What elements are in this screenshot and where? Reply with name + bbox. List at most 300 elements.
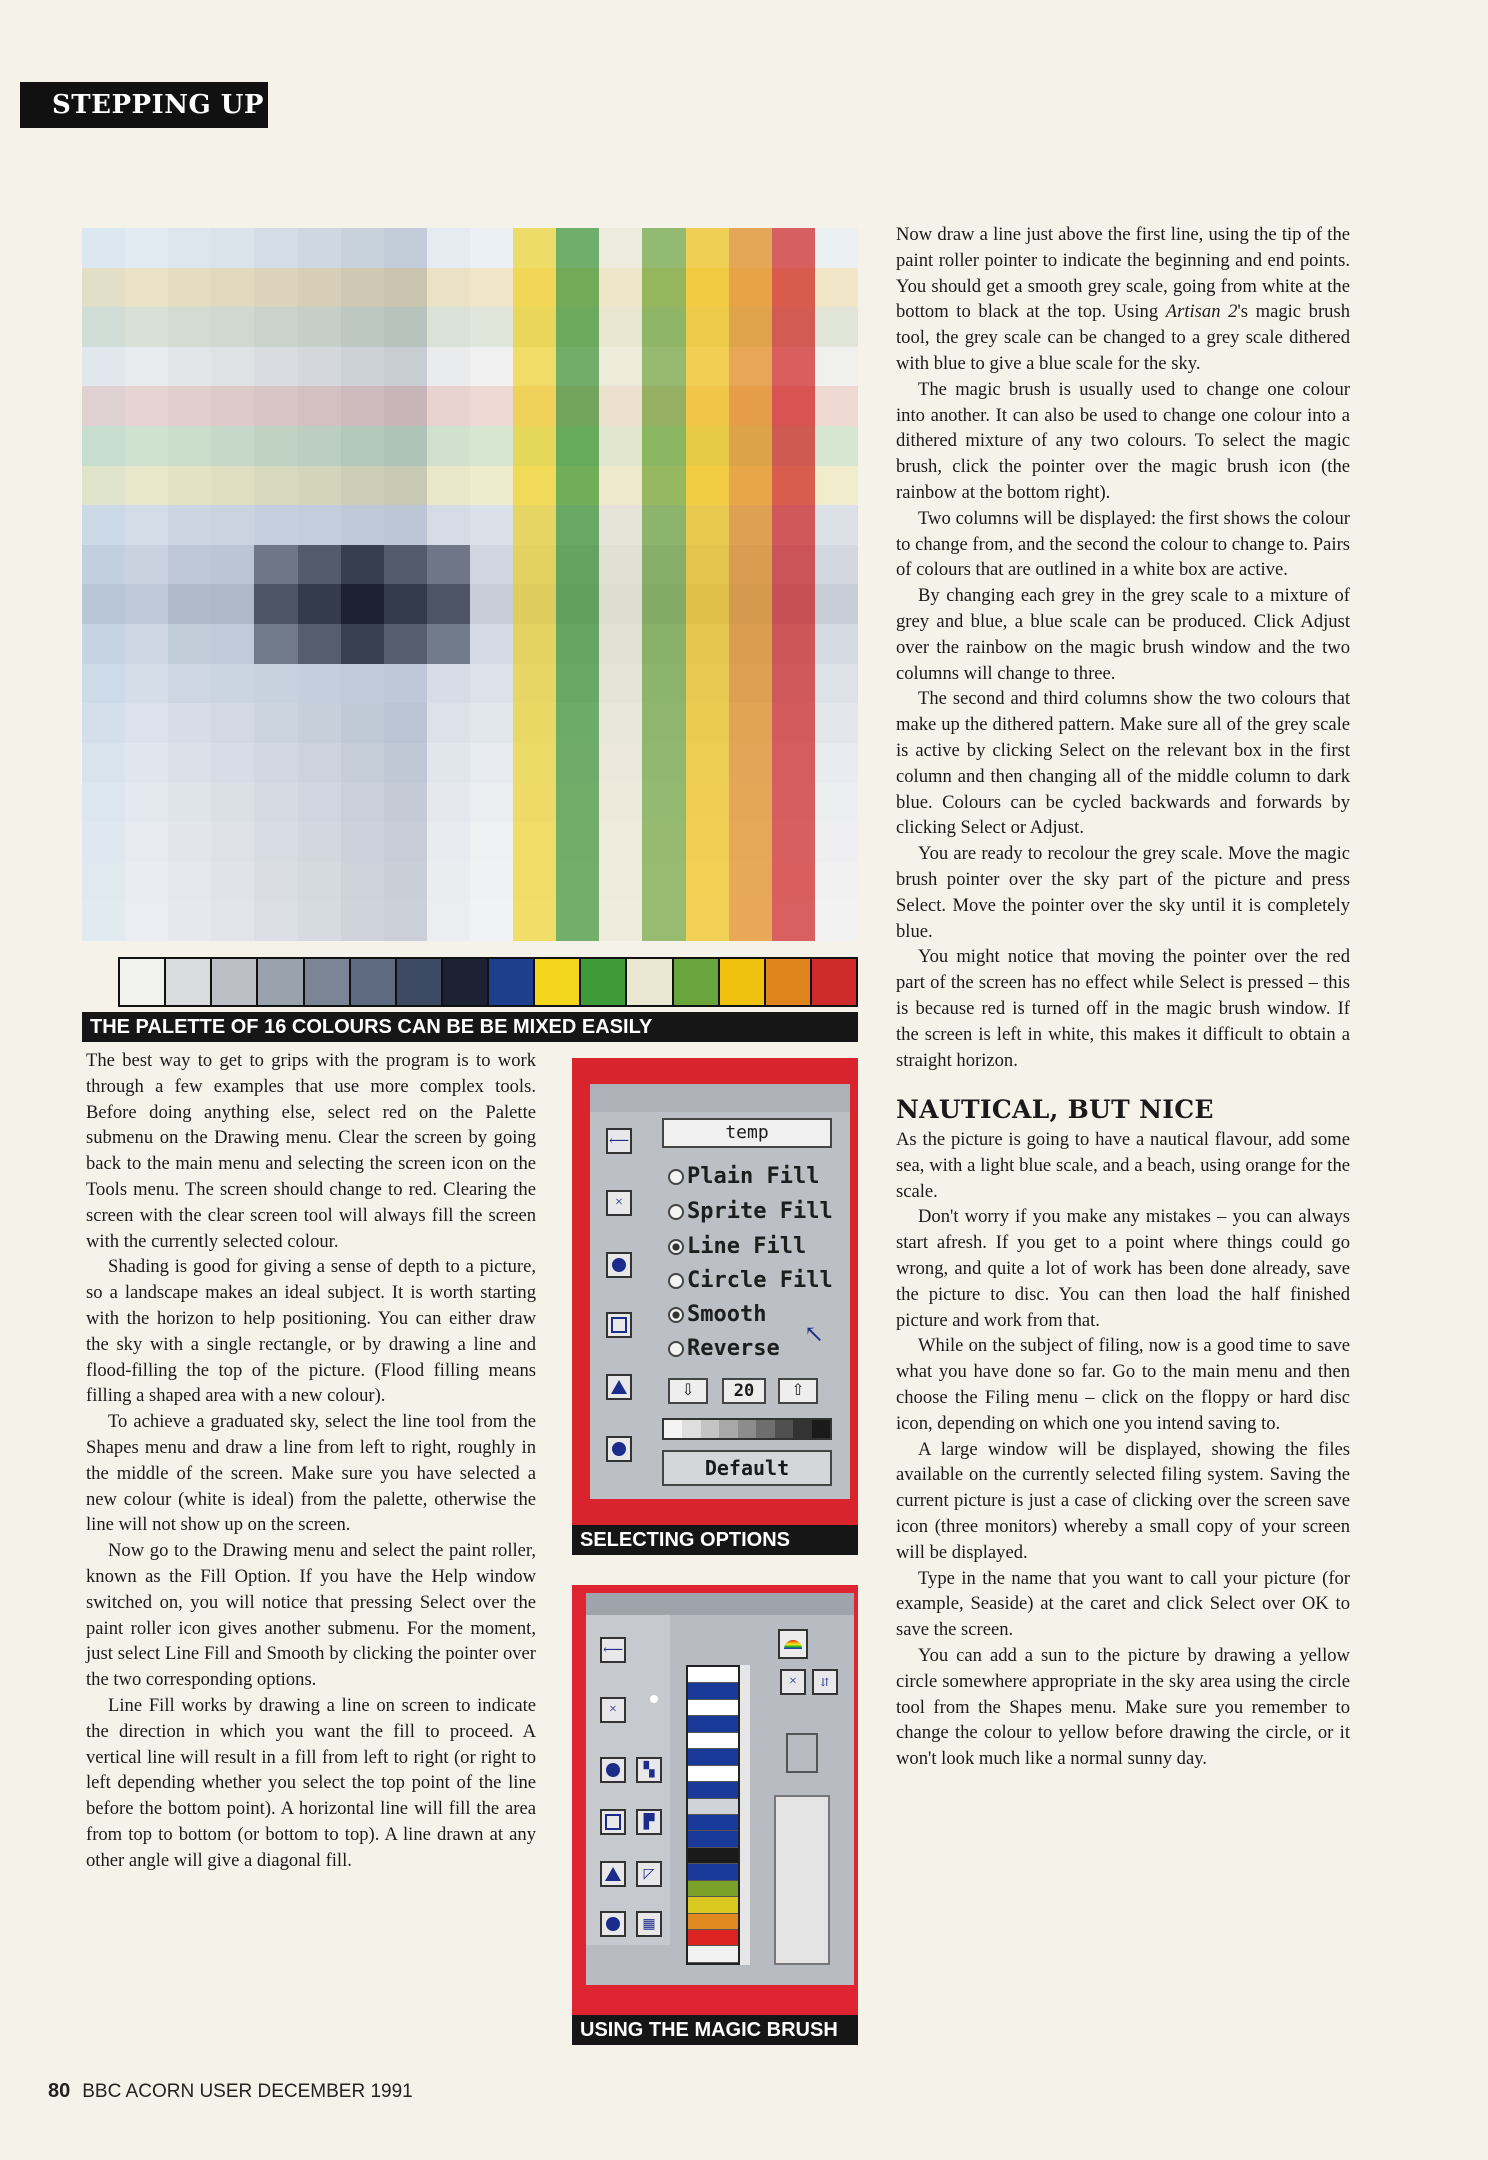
palette-mix-cell xyxy=(82,545,125,585)
brush-colour-swatch[interactable] xyxy=(688,1815,738,1831)
palette-mix-cell xyxy=(341,743,384,783)
palette-mix-cell xyxy=(211,624,254,664)
palette-mix-cell xyxy=(815,901,858,941)
palette-mix-grid xyxy=(82,228,858,941)
selecting-options-caption: SELECTING OPTIONS xyxy=(572,1525,858,1555)
palette-mix-cell xyxy=(341,466,384,506)
palette-mix-cell xyxy=(254,743,297,783)
palette-mix-cell xyxy=(125,426,168,466)
palette-mix-cell xyxy=(599,584,642,624)
palette-mix-cell xyxy=(642,545,685,585)
palette-mix-cell xyxy=(772,545,815,585)
palette-mix-cell xyxy=(599,783,642,823)
selecting-options-screenshot xyxy=(572,1058,858,1525)
magic-brush-screenshot xyxy=(572,1585,858,2015)
palette-mix-cell xyxy=(384,743,427,783)
palette-mix-cell xyxy=(772,228,815,268)
scale-step xyxy=(793,1420,811,1438)
palette-mix-cell xyxy=(686,862,729,902)
palette-mix-cell xyxy=(686,901,729,941)
palette-mix-cell xyxy=(82,703,125,743)
palette-mix-cell xyxy=(729,743,772,783)
palette-mix-cell xyxy=(815,347,858,387)
palette-mix-cell xyxy=(341,347,384,387)
palette-mix-cell xyxy=(729,268,772,308)
palette-mix-cell xyxy=(427,228,470,268)
palette-mix-cell xyxy=(211,505,254,545)
palette-mix-cell xyxy=(815,703,858,743)
palette-mix-cell xyxy=(82,426,125,466)
palette-mix-cell xyxy=(427,901,470,941)
palette-mix-cell xyxy=(384,268,427,308)
palette-mix-cell xyxy=(125,228,168,268)
palette-mix-cell xyxy=(772,664,815,704)
palette-mix-cell xyxy=(599,307,642,347)
brush-colour-swatch[interactable] xyxy=(688,1897,738,1913)
palette-mix-cell xyxy=(686,703,729,743)
palette-mix-cell xyxy=(254,386,297,426)
palette-mix-cell xyxy=(211,703,254,743)
palette-mix-cell xyxy=(556,743,599,783)
palette-mix-cell xyxy=(470,743,513,783)
brush-colour-swatch[interactable] xyxy=(688,1749,738,1765)
mouse-pointer-icon: ↖ xyxy=(804,1322,825,1348)
paragraph: Type in the name that you want to call your picture (for example, Seaside) at the caret and click Select over OK to save the screen. xyxy=(896,1567,1350,1641)
palette-mix-cell xyxy=(513,703,556,743)
scale-step xyxy=(775,1420,793,1438)
palette-mix-cell xyxy=(211,426,254,466)
palette-mix-cell xyxy=(125,822,168,862)
palette-mix-cell xyxy=(341,664,384,704)
palette-mix-cell xyxy=(427,426,470,466)
scale-step xyxy=(719,1420,737,1438)
palette-mix-cell xyxy=(642,505,685,545)
rainbow-icon[interactable] xyxy=(778,1629,808,1659)
brush-tool-icon: ◸ xyxy=(636,1861,662,1887)
selected-colour-box[interactable] xyxy=(786,1733,818,1773)
palette-mix-cell xyxy=(556,228,599,268)
decrement-arrow-icon[interactable]: ⇩ xyxy=(668,1378,708,1404)
brush-colour-swatch[interactable] xyxy=(688,1716,738,1732)
palette-mix-cell xyxy=(341,783,384,823)
palette-mix-cell xyxy=(341,545,384,585)
palette-mix-cell xyxy=(82,862,125,902)
palette-mix-cell xyxy=(772,901,815,941)
brush-colour-swatch[interactable] xyxy=(688,1700,738,1716)
palette-mix-cell xyxy=(125,268,168,308)
ellipse-tool-icon xyxy=(606,1436,632,1462)
palette-mix-cell xyxy=(772,743,815,783)
palette-mix-cell xyxy=(427,545,470,585)
palette-swatch xyxy=(766,959,812,1005)
palette-mix-cell xyxy=(686,584,729,624)
palette-mix-cell xyxy=(125,624,168,664)
palette-mix-cell xyxy=(556,783,599,823)
palette-mix-cell xyxy=(470,703,513,743)
palette-mix-cell xyxy=(168,466,211,506)
palette-mix-cell xyxy=(815,386,858,426)
palette-mix-cell xyxy=(470,466,513,506)
palette-mix-cell xyxy=(427,307,470,347)
palette-mix-cell xyxy=(211,268,254,308)
palette-mix-cell xyxy=(298,386,341,426)
palette-mix-cell xyxy=(211,743,254,783)
palette-mix-cell xyxy=(470,584,513,624)
palette-mix-cell xyxy=(815,268,858,308)
palette-mix-cell xyxy=(384,901,427,941)
palette-swatch xyxy=(720,959,766,1005)
palette-mix-cell xyxy=(341,901,384,941)
palette-mix-cell xyxy=(556,545,599,585)
palette-mix-cell xyxy=(211,783,254,823)
option-smooth[interactable]: Smooth xyxy=(668,1302,766,1327)
palette-mix-cell xyxy=(384,545,427,585)
brush-colour-swatch[interactable] xyxy=(688,1782,738,1798)
palette-mix-cell xyxy=(168,307,211,347)
palette-mix-cell xyxy=(729,386,772,426)
palette-mix-cell xyxy=(815,426,858,466)
palette-mix-cell xyxy=(82,505,125,545)
palette-mix-cell xyxy=(298,307,341,347)
palette-mix-cell xyxy=(427,347,470,387)
swap-icon[interactable]: ⇵ xyxy=(812,1669,838,1695)
palette-mix-cell xyxy=(211,466,254,506)
palette-mix-cell xyxy=(513,228,556,268)
paragraph: Shading is good for giving a sense of depth to a picture, so a landscape makes an ideal subject. It is worth starting with the horizon to help positioning. You can either draw the sky with a single rectangle, or by drawing a line and flood-filling the top of the picture. (Flood filling means filling a shaped area with a new colour). xyxy=(86,1256,536,1407)
palette-mix-cell xyxy=(470,228,513,268)
radio-selected-icon xyxy=(668,1307,684,1323)
radio-icon xyxy=(668,1169,684,1185)
palette-mix-cell xyxy=(686,228,729,268)
palette-mix-cell xyxy=(513,505,556,545)
palette-mix-cell xyxy=(815,466,858,506)
palette-mix-cell xyxy=(470,822,513,862)
palette-mix-cell xyxy=(298,584,341,624)
paragraph: Now draw a line just above the first line, using the tip of the paint roller pointer to indicate the beginning and end points. You should get a smooth grey scale, going from white at the bottom to black at the top. Using Artisan 2's magic brush tool, the grey scale can be changed to a grey scale dithered with blue to give a blue scale for the sky. xyxy=(896,224,1351,374)
brush-colour-swatch[interactable] xyxy=(688,1667,738,1683)
scale-step xyxy=(682,1420,700,1438)
toolbar-cross-icon: × xyxy=(600,1697,626,1723)
palette-mix-cell xyxy=(642,386,685,426)
palette-swatch xyxy=(258,959,304,1005)
palette-mix-cell xyxy=(513,901,556,941)
palette-mix-cell xyxy=(815,664,858,704)
brush-colour-swatch[interactable] xyxy=(688,1733,738,1749)
palette-mix-cell xyxy=(82,822,125,862)
increment-arrow-icon[interactable]: ⇧ xyxy=(778,1378,818,1404)
palette-mix-cell xyxy=(642,584,685,624)
palette-mix-cell xyxy=(686,268,729,308)
brush-colour-swatch[interactable] xyxy=(688,1881,738,1897)
subheading: NAUTICAL, BUT NICE xyxy=(896,1095,1214,1125)
palette-mix-cell xyxy=(82,901,125,941)
palette-mix-cell xyxy=(125,386,168,426)
palette-mix-cell xyxy=(815,783,858,823)
paragraph: You can add a sun to the picture by drawing a yellow circle somewhere appropriate in the sky area using the circle tool from the Shapes menu. Make sure you remember to change the colour to yellow before drawing the circle, or it won't look much like a normal sunny day. xyxy=(896,1645,1350,1770)
palette-mix-cell xyxy=(686,307,729,347)
radio-selected-icon xyxy=(668,1239,684,1255)
palette-swatch xyxy=(812,959,856,1005)
option-reverse[interactable]: Reverse xyxy=(668,1336,780,1361)
palette-mix-cell xyxy=(125,862,168,902)
palette-mix-cell xyxy=(815,822,858,862)
palette-mix-cell xyxy=(772,347,815,387)
palette-mix-cell xyxy=(815,307,858,347)
palette-mix-cell xyxy=(513,624,556,664)
default-button[interactable]: Default xyxy=(662,1450,832,1486)
palette-mix-cell xyxy=(642,703,685,743)
palette-mix-cell xyxy=(729,228,772,268)
palette-mix-cell xyxy=(82,783,125,823)
palette-mix-cell xyxy=(168,268,211,308)
palette-mix-cell xyxy=(772,466,815,506)
palette-mix-cell xyxy=(82,228,125,268)
brush-colour-swatch[interactable] xyxy=(688,1799,738,1815)
brush-colour-swatch[interactable] xyxy=(688,1946,738,1962)
palette-mix-cell xyxy=(298,822,341,862)
palette-mix-cell xyxy=(298,545,341,585)
palette-mix-cell xyxy=(772,268,815,308)
palette-mix-cell xyxy=(211,664,254,704)
palette-mix-cell xyxy=(125,703,168,743)
palette-mix-cell xyxy=(254,268,297,308)
palette-mix-cell xyxy=(125,783,168,823)
palette-mix-cell xyxy=(168,783,211,823)
palette-mix-cell xyxy=(470,783,513,823)
paragraph: You might notice that moving the pointer over the red part of the screen has no effect while Select is pressed – this is because red is turned off in the magic brush window. If the screen is left in white, this makes it difficult to obtain a straight horizon. xyxy=(896,946,1350,1071)
brush-colour-swatch[interactable] xyxy=(688,1914,738,1930)
palette-mix-cell xyxy=(815,545,858,585)
palette-mix-cell xyxy=(427,783,470,823)
step-value-field[interactable]: 20 xyxy=(722,1378,766,1404)
palette-mix-cell xyxy=(298,901,341,941)
brush-colour-swatch[interactable] xyxy=(688,1766,738,1782)
brush-colour-swatch[interactable] xyxy=(688,1864,738,1880)
palette-mix-cell xyxy=(168,624,211,664)
palette-mix-cell xyxy=(772,307,815,347)
option-plain-fill[interactable]: Plain Fill xyxy=(668,1164,819,1189)
palette-mix-cell xyxy=(254,584,297,624)
palette-mix-cell xyxy=(211,901,254,941)
option-circle-fill[interactable]: Circle Fill xyxy=(668,1268,833,1293)
palette-mix-cell xyxy=(556,822,599,862)
palette-mix-cell xyxy=(427,624,470,664)
palette-mix-cell xyxy=(772,703,815,743)
palette-mix-cell xyxy=(642,307,685,347)
paragraph: To achieve a graduated sky, select the line tool from the Shapes menu and draw a line from left to right, roughly in the middle of the screen. Make sure you have selected a new colour (white is ideal) from the palette, otherwise the line will not show up on the screen. xyxy=(86,1411,536,1536)
radio-icon xyxy=(668,1273,684,1289)
palette-mix-cell xyxy=(168,901,211,941)
palette-mix-cell xyxy=(642,624,685,664)
palette-mix-cell xyxy=(254,545,297,585)
palette-caption: THE PALETTE OF 16 COLOURS CAN BE BE MIXED EASILY xyxy=(82,1012,858,1042)
palette-mix-cell xyxy=(211,307,254,347)
palette-mix-cell xyxy=(254,466,297,506)
palette-mix-cell xyxy=(211,228,254,268)
palette-mix-cell xyxy=(341,624,384,664)
palette-mix-cell xyxy=(642,466,685,506)
palette-mix-cell xyxy=(427,822,470,862)
colour-preview-panel xyxy=(774,1795,830,1965)
palette-mix-cell xyxy=(254,624,297,664)
palette-mix-cell xyxy=(686,347,729,387)
palette-mix-cell xyxy=(729,901,772,941)
scale-step xyxy=(738,1420,756,1438)
palette-mix-cell xyxy=(125,584,168,624)
palette-swatch xyxy=(305,959,351,1005)
palette-mix-cell xyxy=(772,822,815,862)
paragraph: By changing each grey in the grey scale to a mixture of grey and blue, a blue scale can be produced. Click Adjust over the rainbow on the magic brush window and the two columns will change to three. xyxy=(896,585,1350,684)
palette-mix-cell xyxy=(427,505,470,545)
page-footer xyxy=(48,2080,413,2103)
palette-mix-cell xyxy=(599,862,642,902)
palette-mix-cell xyxy=(599,228,642,268)
palette-swatch xyxy=(397,959,443,1005)
palette-mix-cell xyxy=(772,426,815,466)
palette-mix-cell xyxy=(815,505,858,545)
palette-mix-cell xyxy=(168,386,211,426)
circle-tool-icon xyxy=(600,1757,626,1783)
paragraph: As the picture is going to have a nautical flavour, add some sea, with a light blue scale, and a beach, using orange for the scale. xyxy=(896,1129,1350,1202)
palette-mix-cell xyxy=(384,386,427,426)
fill-tool-icon: ▚ xyxy=(636,1757,662,1783)
palette-swatch xyxy=(627,959,673,1005)
palette-mix-cell xyxy=(686,624,729,664)
palette-mix-cell xyxy=(254,347,297,387)
palette-mix-cell xyxy=(599,664,642,704)
palette-mix-cell xyxy=(470,901,513,941)
palette-mix-cell xyxy=(384,664,427,704)
palette-mix-cell xyxy=(211,862,254,902)
palette-mix-cell xyxy=(729,505,772,545)
small-dot-icon xyxy=(650,1695,658,1703)
palette-mix-cell xyxy=(686,822,729,862)
palette-mix-cell xyxy=(470,307,513,347)
palette-mix-cell xyxy=(254,505,297,545)
palette-mix-cell xyxy=(513,584,556,624)
palette-mix-cell xyxy=(686,426,729,466)
palette-mix-cell xyxy=(729,664,772,704)
filename-field[interactable]: temp xyxy=(662,1118,832,1148)
palette-mix-cell xyxy=(82,624,125,664)
palette-mix-cell xyxy=(513,743,556,783)
palette-mix-cell xyxy=(686,466,729,506)
palette-mix-cell xyxy=(168,426,211,466)
article-column-right xyxy=(896,222,1350,1772)
palette-mix-cell xyxy=(125,505,168,545)
palette-mix-cell xyxy=(599,624,642,664)
palette-mix-cell xyxy=(470,624,513,664)
palette-mix-cell xyxy=(642,783,685,823)
brush-colour-swatch[interactable] xyxy=(688,1848,738,1864)
palette-mix-cell xyxy=(254,228,297,268)
palette-mix-cell xyxy=(427,743,470,783)
palette-mix-cell xyxy=(427,664,470,704)
brush-colour-swatch[interactable] xyxy=(688,1930,738,1946)
palette-mix-cell xyxy=(729,347,772,387)
palette-mix-cell xyxy=(642,862,685,902)
palette-mix-cell xyxy=(384,466,427,506)
rectangle-tool-icon xyxy=(606,1312,632,1338)
palette-mix-cell xyxy=(470,664,513,704)
magic-brush-caption: USING THE MAGIC BRUSH xyxy=(572,2015,858,2045)
palette-mix-cell xyxy=(556,703,599,743)
palette-mix-cell xyxy=(772,862,815,902)
palette-mix-cell xyxy=(642,347,685,387)
palette-mix-cell xyxy=(341,386,384,426)
option-line-fill[interactable]: Line Fill xyxy=(668,1234,806,1259)
palette-mix-cell xyxy=(82,347,125,387)
palette-mix-cell xyxy=(254,426,297,466)
palette-mix-cell xyxy=(125,901,168,941)
radio-icon xyxy=(668,1204,684,1220)
paragraph: The second and third columns show the two colours that make up the dithered pattern. Make sure all of the grey scale is active by clicking Select on the relevant box in the first column and then changing all of the middle column to dark blue. Colours can be cycled backwards and forwards by clicking Select or Adjust. xyxy=(896,688,1350,839)
palette-mix-cell xyxy=(211,822,254,862)
radio-icon xyxy=(668,1341,684,1357)
palette-mix-cell xyxy=(298,347,341,387)
close-icon[interactable]: × xyxy=(780,1669,806,1695)
palette-mix-cell xyxy=(686,783,729,823)
product-name: Artisan 2 xyxy=(1165,301,1238,323)
palette-mix-cell xyxy=(341,822,384,862)
palette-mix-cell xyxy=(211,584,254,624)
brush-colour-swatch[interactable] xyxy=(688,1831,738,1847)
palette-mix-cell xyxy=(125,307,168,347)
palette-mix-cell xyxy=(642,822,685,862)
palette-mix-cell xyxy=(470,505,513,545)
palette-mix-cell xyxy=(384,347,427,387)
palette-mix-cell xyxy=(427,268,470,308)
palette-mix-cell xyxy=(125,743,168,783)
palette-mix-cell xyxy=(82,268,125,308)
palette-mix-cell xyxy=(427,466,470,506)
palette-mix-cell xyxy=(470,426,513,466)
paragraph: Now go to the Drawing menu and select the paint roller, known as the Fill Option. If you have the Help window switched on, you will notice that pressing Select over the paint roller icon gives another submenu. For the moment, just select Line Fill and Smooth by clicking the pointer over the two corresponding options. xyxy=(86,1540,536,1691)
scale-step xyxy=(664,1420,682,1438)
page-number: 80 xyxy=(48,2080,71,2102)
palette-mix-cell xyxy=(686,545,729,585)
palette-mix-cell xyxy=(599,743,642,783)
palette-mix-cell xyxy=(298,783,341,823)
palette-mix-cell xyxy=(513,426,556,466)
triangle-tool-icon xyxy=(600,1861,626,1887)
palette-mix-cell xyxy=(556,664,599,704)
palette-mix-cell xyxy=(384,703,427,743)
scroll-track[interactable] xyxy=(740,1665,750,1965)
palette-mix-cell xyxy=(513,307,556,347)
toolbar-cross-icon: × xyxy=(606,1190,632,1216)
palette-mix-cell xyxy=(211,386,254,426)
palette-mix-cell xyxy=(599,545,642,585)
paragraph: Line Fill works by drawing a line on screen to indicate the direction in which you want the fill to proceed. A vertical line will result in a fill from left to right (or right to left depending whether you select the top point of the line before the bottom point). A horizontal line will fill the area from top to bottom (or bottom to top). A line drawn at any other angle will give a diagonal fill. xyxy=(86,1694,536,1871)
palette-mix-cell xyxy=(513,783,556,823)
palette-mix-cell xyxy=(556,347,599,387)
palette-mix-cell xyxy=(82,386,125,426)
brush-colour-swatch[interactable] xyxy=(688,1683,738,1699)
palette-mix-cell xyxy=(513,268,556,308)
toolbar-back-icon: ⟵ xyxy=(606,1128,632,1154)
palette-mix-cell xyxy=(298,664,341,704)
palette-mix-cell xyxy=(470,545,513,585)
palette-mix-cell xyxy=(341,862,384,902)
palette-mix-cell xyxy=(772,386,815,426)
palette-mix-cell xyxy=(642,901,685,941)
palette-mix-cell xyxy=(427,862,470,902)
palette-mix-cell xyxy=(556,307,599,347)
palette-mix-cell xyxy=(470,862,513,902)
palette-mix-cell xyxy=(254,862,297,902)
option-sprite-fill[interactable]: Sprite Fill xyxy=(668,1199,833,1224)
